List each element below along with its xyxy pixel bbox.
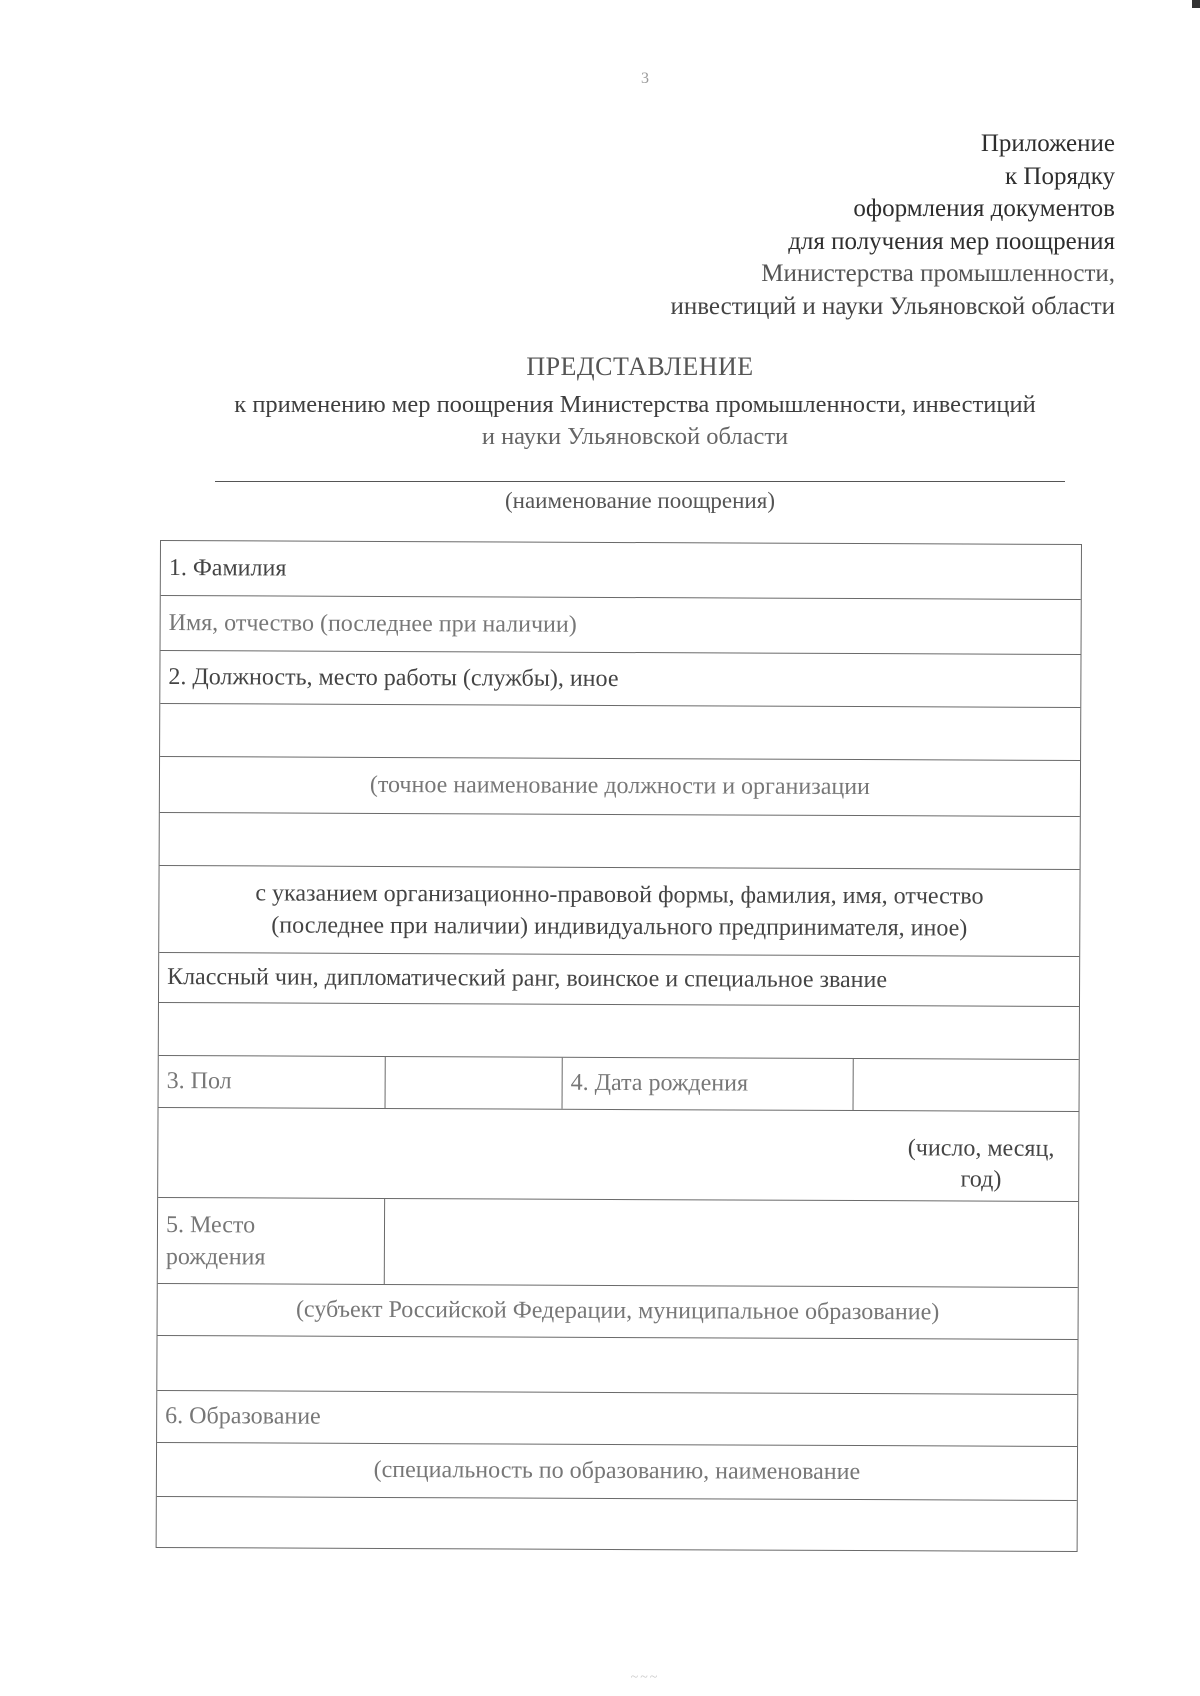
award-name-caption: (наименование поощрения) [505, 488, 775, 513]
row-birthplace [158, 1198, 1078, 1288]
appendix-header [671, 128, 1116, 323]
sex-label-cell [159, 1056, 386, 1108]
birthdate-input-cell[interactable] [854, 1059, 1079, 1111]
row-position [160, 651, 1080, 708]
organization-input-row[interactable] [160, 813, 1080, 870]
appendix-line: Министерства промышленности, [761, 260, 1115, 287]
birthplace-detail-input-row[interactable] [157, 1336, 1077, 1395]
position-input-row[interactable] [160, 704, 1080, 761]
education-label: 6. Образование [165, 1403, 321, 1430]
award-name-field[interactable] [215, 481, 1065, 482]
row-position-hint [160, 757, 1080, 817]
birthdate-hint [908, 1111, 1079, 1196]
row-surname [161, 541, 1081, 600]
birthdate-hint-line: (число, месяц, [907, 1135, 1055, 1162]
sex-input-cell[interactable] [386, 1057, 563, 1109]
subtitle-line: и науки Ульяновской области [481, 423, 789, 450]
appendix-line: инвестиций и науки Ульяновской области [670, 292, 1115, 320]
rank-input-row[interactable] [159, 1003, 1079, 1060]
appendix-line: Приложение [980, 130, 1115, 157]
page-number: 3 [641, 70, 649, 87]
appendix-line: оформления документов [853, 195, 1115, 222]
birthplace-label-cell [158, 1198, 385, 1284]
subtitle-line: к применению мер поощрения Министерства промышленности, инвестиций [234, 391, 1036, 418]
row-position-hint-2 [159, 866, 1079, 957]
birthdate-hint-line: год) [960, 1166, 1002, 1193]
birthdate-label: 4. Дата рождения [570, 1069, 749, 1097]
education-hint: (специальность по образованию, наименование [373, 1456, 861, 1486]
position-hint-line: с указанием организационно-правовой формы, фамилия, имя, отчество [255, 880, 984, 910]
birthdate-label-cell [563, 1058, 854, 1110]
birthplace-hint: (субъект Российской Федерации, муниципальное образование) [295, 1296, 940, 1326]
education-input-row[interactable] [157, 1497, 1077, 1551]
row-rank [159, 953, 1079, 1007]
surname-label: 1. Фамилия [168, 554, 287, 582]
row-sex-birthdate [159, 1056, 1079, 1112]
position-hint: (точное наименование должности и организации [369, 771, 870, 801]
row-birthdate-hint [158, 1108, 1078, 1202]
birthplace-label-line: рождения [165, 1243, 266, 1270]
appendix-line: для получения мер поощрения [788, 227, 1115, 255]
row-name [161, 596, 1081, 655]
rank-label: Классный чин, дипломатический ранг, воинское и специальное звание [167, 964, 888, 994]
row-birthplace-hint [158, 1284, 1078, 1340]
sex-label: 3. Пол [166, 1068, 232, 1095]
scan-corner-mark [1192, 0, 1200, 8]
name-label: Имя, отчество (последнее при наличии) [168, 609, 577, 638]
document-subtitle [170, 389, 1100, 453]
appendix-line: к Порядку [1005, 162, 1115, 190]
position-hint-line: (последнее при наличии) индивидуального предпринимателя, иное) [271, 912, 968, 942]
row-education [157, 1391, 1077, 1447]
row-education-hint [157, 1443, 1077, 1501]
position-label: 2. Должность, место работы (службы), иное [168, 663, 619, 692]
birthplace-label-line: 5. Место [165, 1211, 256, 1238]
nomination-form-table [156, 540, 1082, 1552]
document-title: ПРЕДСТАВЛЕНИЕ [526, 352, 754, 381]
scan-smudge: ~~~ [630, 1670, 660, 1685]
birthplace-input-cell[interactable] [385, 1199, 1078, 1287]
